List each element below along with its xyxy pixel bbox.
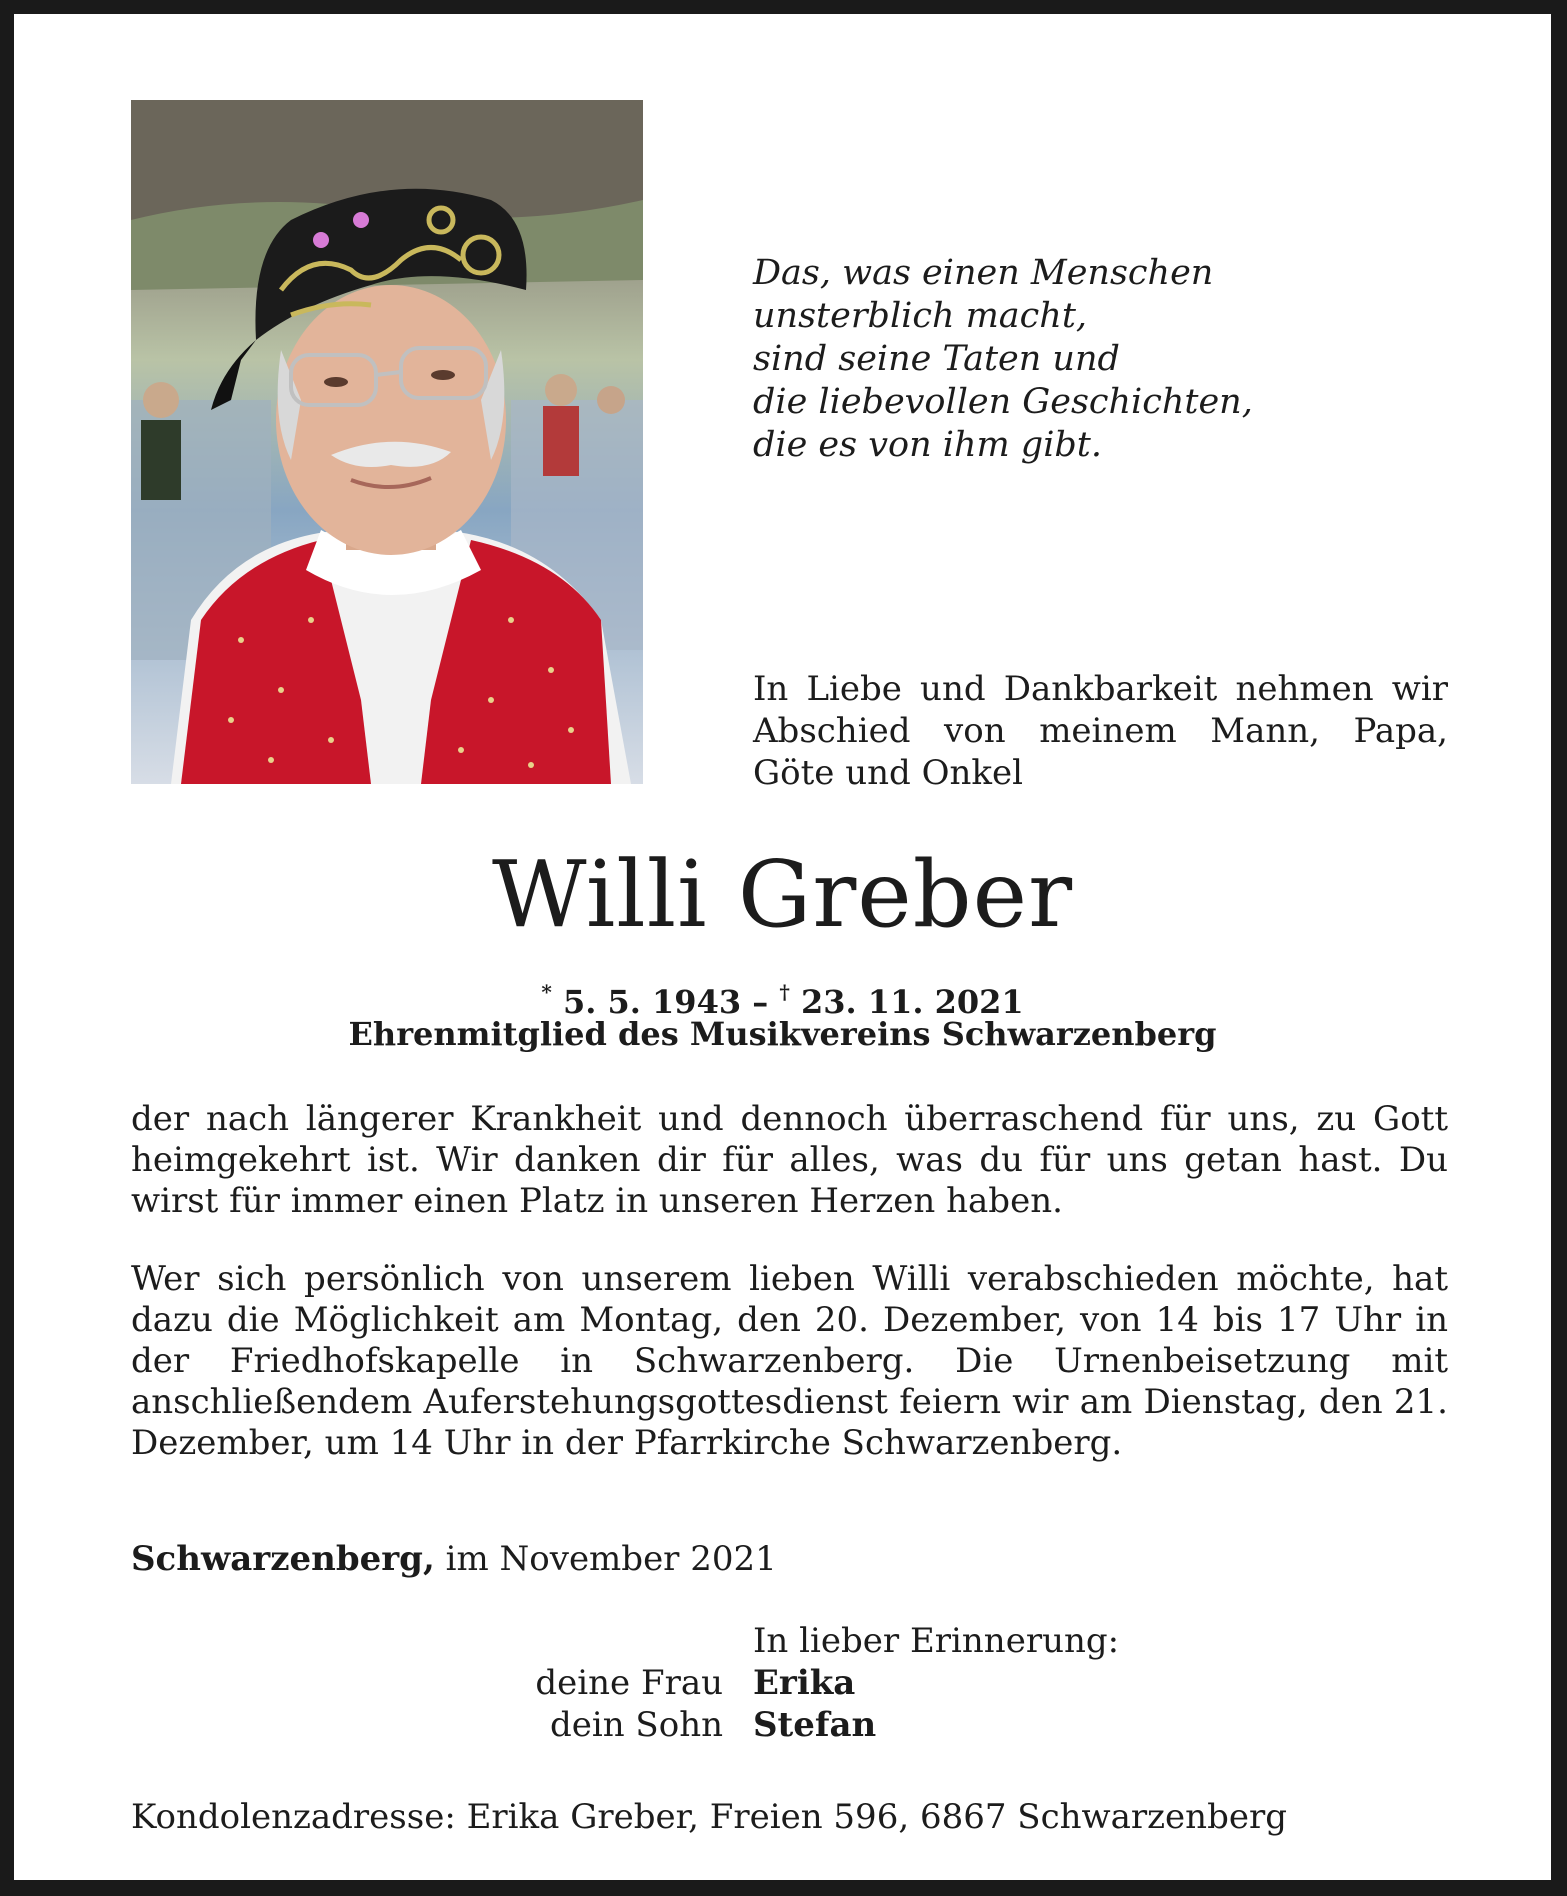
signatory-label: dein Sohn bbox=[549, 1705, 723, 1745]
signatory-name: Erika bbox=[753, 1663, 856, 1703]
place-town: Schwarzenberg, bbox=[131, 1539, 435, 1579]
place-date: im November 2021 bbox=[434, 1539, 777, 1579]
birth-symbol: * bbox=[541, 980, 552, 1004]
signatory-row bbox=[14, 1662, 1551, 1704]
signatory-label: deine Frau bbox=[535, 1663, 723, 1703]
portrait-photo bbox=[131, 100, 643, 784]
honorary-title: Ehrenmitglied des Musikvereins Schwarzenberg bbox=[348, 1015, 1217, 1053]
body-paragraph-2: Wer sich persönlich von unserem lieben Willi verabschieden möchte, hat dazu die Möglichkeit am Montag, den 20. Dezember, von 14 bis 17 Uhr in der Friedhofskapelle in Schwarzenberg. Die Urnenbeisetzung mit anschließendem Auferstehungsgottesdienst feiern wir am Dienstag, den 21. Dezember, um 14 Uhr in der Pfarrkirche Schwarzenberg. bbox=[131, 1259, 1448, 1463]
condolence-address: Kondolenzadresse: Erika Greber, Freien 596, 6867 Schwarzenberg bbox=[131, 1797, 1287, 1837]
memorial-quote: Das, was einen Menschen unsterblich macht, sind seine Taten und die liebevollen Geschichten, die es von ihm gibt. bbox=[753, 253, 1253, 465]
body-paragraph-1: der nach längerer Krankheit und dennoch überraschend für uns, zu Gott heimgekehrt ist. Wir danken dir für alles, was du für uns getan hast. Du wirst für immer einen Platz in unseren Herzen haben. bbox=[131, 1099, 1448, 1221]
deceased-name: Willi Greber bbox=[491, 841, 1074, 948]
farewell-intro: In Liebe und Dankbarkeit nehmen wir Abschied von meinem Mann, Papa, Göte und Onkel bbox=[753, 669, 1448, 793]
signatory-name: Stefan bbox=[753, 1705, 877, 1745]
death-date: 23. 11. 2021 bbox=[800, 983, 1024, 1021]
obituary-page bbox=[14, 14, 1551, 1880]
place-and-date bbox=[131, 1538, 777, 1580]
portrait-illustration bbox=[131, 100, 643, 784]
memory-heading: In lieber Erinnerung: bbox=[753, 1621, 1120, 1661]
birth-date: 5. 5. 1943 bbox=[562, 983, 742, 1021]
signatory-row bbox=[14, 1704, 1551, 1746]
death-symbol: † bbox=[779, 980, 790, 1004]
date-separator: – bbox=[752, 983, 769, 1021]
